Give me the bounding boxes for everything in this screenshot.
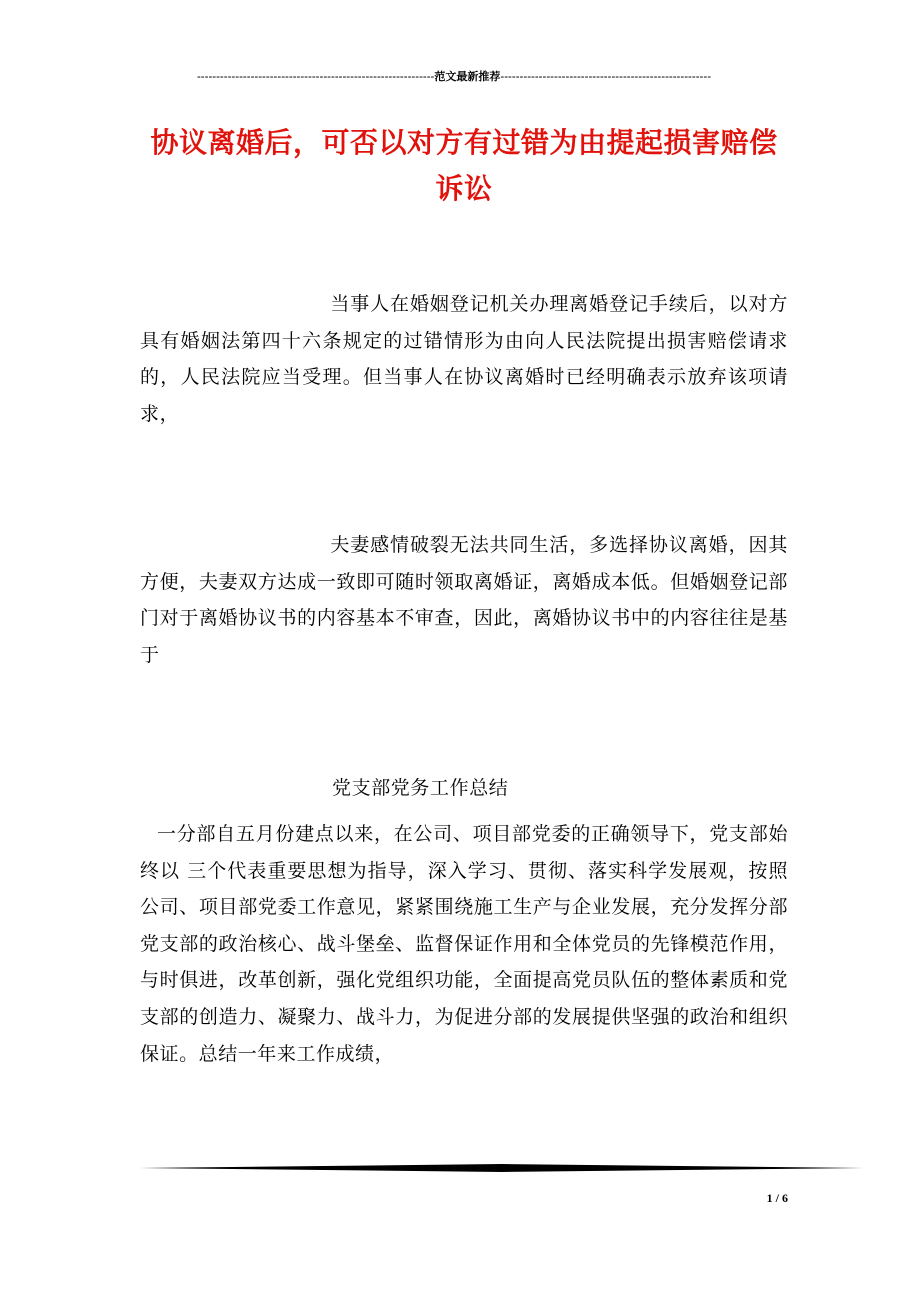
header-dashes-right: ------------------------------------------------------- <box>500 71 712 83</box>
section-heading: 党支部党务工作总结 <box>332 777 509 799</box>
header-dashes-left: -------------------------------------------------------------- <box>196 71 435 83</box>
paragraph-1 <box>140 286 788 432</box>
section-body: 一分部自五月份建点以来，在公司、项目部党委的正确领导下，党支部始终以 三个代表重要思想为指导，深入学习、贯彻、落实科学发展观，按照公司、项目部党委工作意见，紧紧围绕施工生产与企业发展，充分发挥分部党支部的政治核心、战斗堡垒、监督保证作用和全体党员的先锋模范作用，与时俱进，改革创新，强化党组织功能，全面提高党员队伍的整体素质和党支部的创造力、凝聚力、战斗力，为促进分部的发展提供坚强的政治和组织保证。总结一年来工作成绩， <box>140 823 788 1065</box>
paragraph-1-text: 当事人在婚姻登记机关办理离婚登记手续后，以对方具有婚姻法第四十六条规定的过错情形为由向人民法院提出损害赔偿请求的，人民法院应当受理。但当事人在协议离婚时已经明确表示放弃该项请求， <box>140 293 788 425</box>
page-number: 1 / 6 <box>766 1191 788 1205</box>
footer-rule <box>140 1164 864 1172</box>
paragraph-2 <box>140 527 788 673</box>
header-banner <box>140 68 768 86</box>
paragraph-2-text: 夫妻感情破裂无法共同生活，多选择协议离婚，因其方便，夫妻双方达成一致即可随时领取离婚证，离婚成本低。但婚姻登记部门对于离婚协议书的内容基本不审查，因此，离婚协议书中的内容往往是基于 <box>140 534 788 666</box>
document-title: 协议离婚后，可否以对方有过错为由提起损害赔偿诉讼 <box>150 126 778 205</box>
header-label: 范文最新推荐 <box>434 70 501 83</box>
